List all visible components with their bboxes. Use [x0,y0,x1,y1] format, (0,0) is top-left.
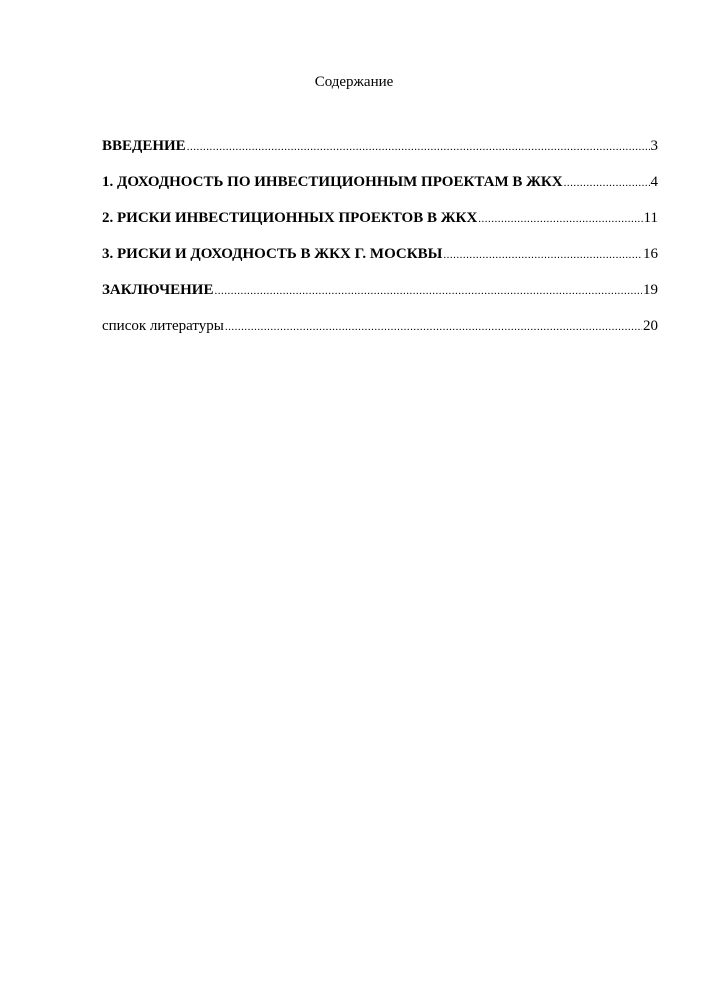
toc-entry-page-number: 11 [643,210,658,226]
toc-entry-chapter-2[interactable] [102,208,658,244]
toc-entry-label: ВВЕДЕНИЕ [102,138,186,154]
toc-entry-label: 3. РИСКИ И ДОХОДНОСТЬ В ЖКХ Г. МОСКВЫ [102,246,443,262]
toc-entry-chapter-1[interactable] [102,172,658,208]
table-of-contents [102,136,658,352]
toc-entry-page-number: 19 [643,282,658,298]
toc-entry-page-number: 20 [643,318,658,334]
toc-entry-conclusion[interactable] [102,280,658,316]
dot-leader [478,209,642,229]
toc-entry-label: 1. ДОХОДНОСТЬ ПО ИНВЕСТИЦИОННЫМ ПРОЕКТАМ В ЖКХ [102,174,563,190]
dot-leader [443,245,642,265]
toc-entry-label: список литературы [102,318,224,334]
toc-entry-page-number: 16 [643,246,658,262]
toc-entry-page-number: 3 [650,138,658,154]
dot-leader [187,137,650,157]
dot-leader [214,281,642,301]
toc-entry-page-number: 4 [650,174,658,190]
toc-entry-chapter-3[interactable] [102,244,658,280]
toc-entry-label: 2. РИСКИ ИНВЕСТИЦИОННЫХ ПРОЕКТОВ В ЖКХ [102,210,478,226]
toc-entry-introduction[interactable] [102,136,658,172]
toc-title: Содержание [314,74,394,90]
dot-leader [225,317,642,337]
dot-leader [564,173,650,193]
toc-entry-references[interactable] [102,316,658,352]
toc-entry-label: ЗАКЛЮЧЕНИЕ [102,282,214,298]
